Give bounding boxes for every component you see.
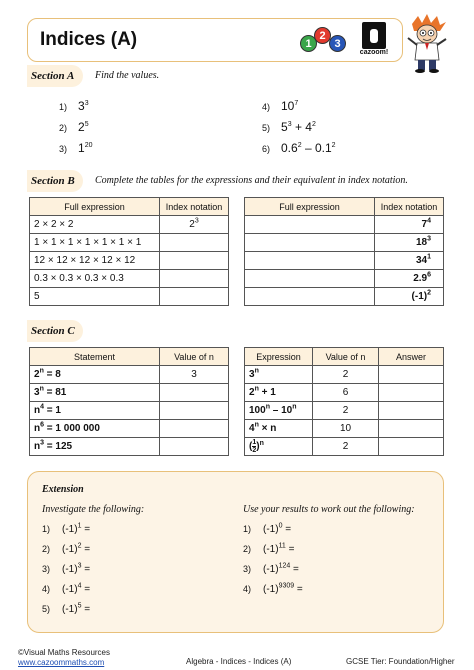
column-header: Value of n (160, 348, 229, 366)
statement-cell: $n^6 = 1$ 000 000 (30, 420, 160, 438)
statement-cell: $n^4 = 1$ (30, 402, 160, 420)
table-row (30, 288, 229, 306)
footer-topic: Algebra - Indices - Indices (A) (186, 657, 292, 666)
column-header: Full expression (245, 198, 375, 216)
footer-copyright: ©Visual Maths Resources (18, 648, 111, 657)
section-c-right-table (244, 347, 444, 456)
section-b-left-table (29, 197, 229, 306)
column-header: Value of n (313, 348, 379, 366)
table-row (245, 252, 444, 270)
value-cell[interactable]: 3 (160, 366, 229, 384)
question-expression: $10^7$ (281, 99, 299, 113)
table-row (245, 438, 444, 456)
value-cell: 2 (313, 438, 379, 456)
table-row (30, 216, 229, 234)
value-cell[interactable] (160, 420, 229, 438)
section-c-tab: Section C (27, 320, 83, 342)
value-cell: 2 (313, 402, 379, 420)
cazoom-logo-text: cazoom! (359, 49, 389, 56)
expression-cell: 100$^n$ – 10$^n$ (245, 402, 313, 420)
answer-cell[interactable] (379, 420, 444, 438)
question-number: 3) (59, 144, 68, 154)
footer-website-link[interactable]: www.cazoommaths.com (18, 658, 105, 667)
logo-ball-1: 1 (300, 35, 317, 52)
column-header: Full expression (30, 198, 160, 216)
table-row (30, 366, 229, 384)
table-row (245, 420, 444, 438)
extension-right-instruction: Use your results to work out the following: (243, 504, 415, 515)
expression-cell: $2^n + 1$ (245, 384, 313, 402)
table-row (245, 270, 444, 288)
index-notation-cell: $18^3$ (375, 234, 444, 252)
full-expression-cell: 0.3 × 0.3 × 0.3 × 0.3 (30, 270, 160, 288)
full-expression-cell[interactable] (245, 252, 375, 270)
value-cell[interactable] (160, 438, 229, 456)
full-expression-cell: 5 (30, 288, 160, 306)
full-expression-cell[interactable] (245, 288, 375, 306)
statement-cell: $n^3 = 125$ (30, 438, 160, 456)
table-row (30, 252, 229, 270)
extension-panel (27, 471, 444, 633)
title-bar (27, 18, 403, 62)
full-expression-cell: 2 × 2 × 2 (30, 216, 160, 234)
section-c-left-table (29, 347, 229, 456)
table-row (245, 384, 444, 402)
question-number: 5) (262, 123, 271, 133)
table-row (245, 234, 444, 252)
column-header: Index notation (160, 198, 229, 216)
question-number: 4) (262, 102, 271, 112)
table-row (30, 402, 229, 420)
cazoom-logo-icon (355, 22, 393, 59)
value-cell: 2 (313, 366, 379, 384)
index-notation-cell[interactable] (160, 234, 229, 252)
answer-cell[interactable] (379, 402, 444, 420)
table-row (245, 366, 444, 384)
index-notation-cell[interactable]: $2^3$ (160, 216, 229, 234)
table-row (245, 288, 444, 306)
question-expression: $1^{20}$ (78, 141, 93, 155)
full-expression-cell[interactable] (245, 270, 375, 288)
answer-cell[interactable] (379, 366, 444, 384)
full-expression-cell[interactable] (245, 216, 375, 234)
question-number: 1) (59, 102, 68, 112)
section-a-tab: Section A (27, 65, 83, 87)
extension-item: 4) $(-1)^4$ = (42, 582, 91, 595)
expression-cell: $4^n \times n$ (245, 420, 313, 438)
question-expression: $0.6^2 - 0.1^2$ (281, 141, 336, 155)
table-row (30, 438, 229, 456)
extension-item: 3) $(-1)^{124}$ = (243, 562, 299, 575)
column-header: Statement (30, 348, 160, 366)
index-notation-cell[interactable] (160, 270, 229, 288)
value-cell: 10 (313, 420, 379, 438)
index-notation-cell: $2.9^6$ (375, 270, 444, 288)
index-notation-cell[interactable] (160, 252, 229, 270)
index-notation-cell: $7^4$ (375, 216, 444, 234)
index-notation-cell[interactable] (160, 288, 229, 306)
value-cell: 6 (313, 384, 379, 402)
extension-item: 5) $(-1)^5$ = (42, 602, 91, 615)
section-a-instruction: Find the values. (95, 70, 160, 81)
table-row (245, 402, 444, 420)
question-expression: $5^3 + 4^2$ (281, 120, 316, 134)
extension-item: 2) $(-1)^2$ = (42, 542, 91, 555)
page-title: Indices (A) (40, 29, 138, 50)
extension-item: 4) $(-1)^{9309}$ = (243, 582, 303, 595)
table-row (245, 216, 444, 234)
section-b-tab: Section B (27, 170, 83, 192)
extension-item: 3) $(-1)^3$ = (42, 562, 91, 575)
answer-cell[interactable] (379, 384, 444, 402)
extension-item: 1) $(-1)^1$ = (42, 522, 91, 535)
full-expression-cell: 1 × 1 × 1 × 1 × 1 × 1 × 1 (30, 234, 160, 252)
table-row (30, 384, 229, 402)
value-cell[interactable] (160, 402, 229, 420)
full-expression-cell[interactable] (245, 234, 375, 252)
section-b-instruction: Complete the tables for the expressions and their equivalent in index notation. (95, 175, 408, 186)
column-header: Answer (379, 348, 444, 366)
question-expression: $2^5$ (78, 120, 89, 134)
extension-left-instruction: Investigate the following: (42, 504, 145, 515)
statement-cell: $3^n = 81$ (30, 384, 160, 402)
extension-item: 1) $(-1)^0$ = (243, 522, 292, 535)
table-row (30, 420, 229, 438)
extension-item: 2) $(-1)^{11}$ = (243, 542, 295, 555)
answer-cell[interactable] (379, 438, 444, 456)
column-header: Expression (245, 348, 313, 366)
index-notation-cell: $(-1)^2$ (375, 288, 444, 306)
logo-ball-2: 2 (314, 27, 331, 44)
table-row (30, 234, 229, 252)
table-row (30, 270, 229, 288)
column-header: Index notation (375, 198, 444, 216)
question-number: 6) (262, 144, 271, 154)
value-cell[interactable] (160, 384, 229, 402)
statement-cell: $2^n = 8$ (30, 366, 160, 384)
logo-ball-3: 3 (329, 35, 346, 52)
expression-cell: ( $\frac{1}{2}$ )$^n$ (245, 438, 313, 456)
index-notation-cell: $34^1$ (375, 252, 444, 270)
question-number: 2) (59, 123, 68, 133)
extension-title: Extension (42, 484, 84, 495)
question-expression: $3^3$ (78, 99, 89, 113)
expression-cell: 3$^n$ (245, 366, 313, 384)
professor-mascot-icon (404, 14, 450, 74)
footer-tier: GCSE Tier: Foundation/Higher (346, 657, 455, 666)
section-b-right-table (244, 197, 444, 306)
full-expression-cell: 12 × 12 × 12 × 12 × 12 (30, 252, 160, 270)
logo-123-icon (300, 25, 348, 57)
